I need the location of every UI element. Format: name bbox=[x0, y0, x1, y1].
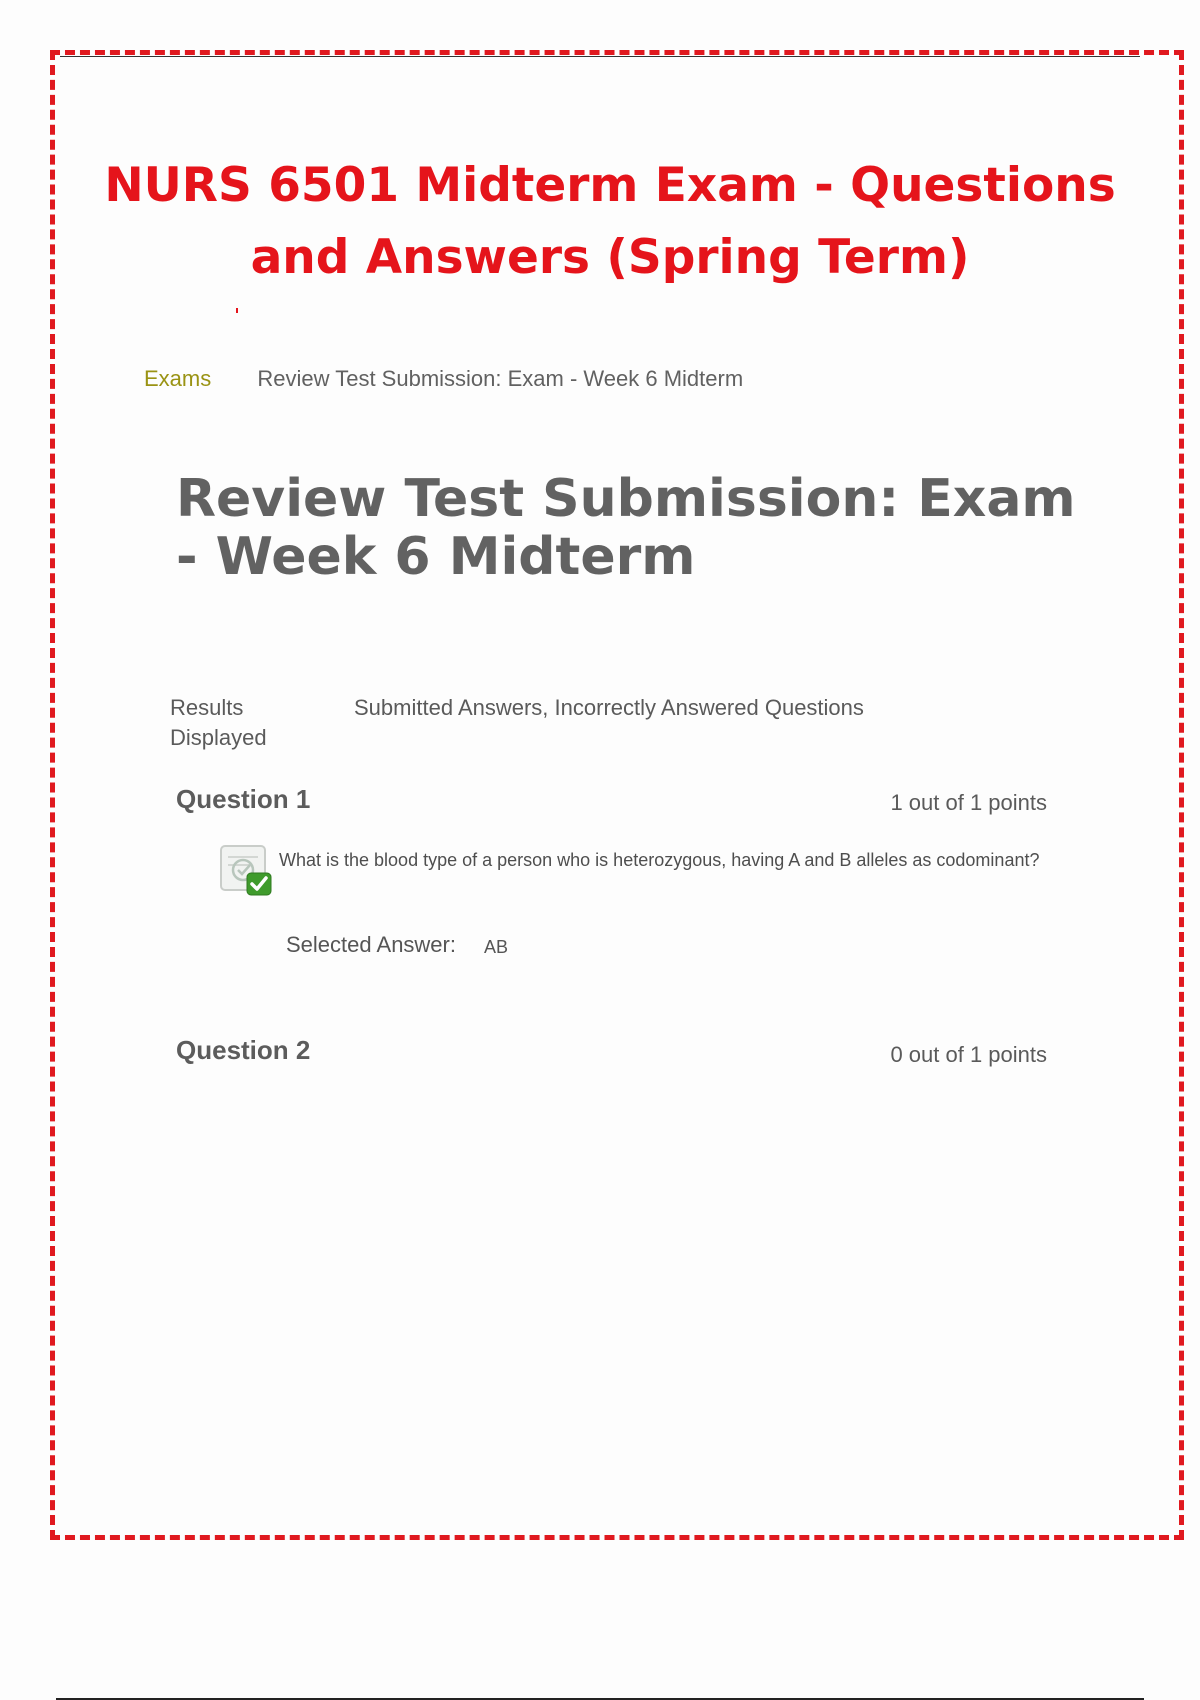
top-rule bbox=[60, 56, 1140, 57]
question-2-points: 0 out of 1 points bbox=[890, 1042, 1047, 1067]
breadcrumb bbox=[144, 366, 743, 392]
question-1-heading: Question 1 bbox=[176, 784, 311, 814]
results-displayed-label: Results Displayed bbox=[170, 695, 267, 750]
stray-mark bbox=[236, 308, 238, 313]
correct-check-icon bbox=[220, 845, 274, 897]
breadcrumb-current: Review Test Submission: Exam - Week 6 Midterm bbox=[257, 366, 744, 391]
document-title: NURS 6501 Midterm Exam - Questions and Answers (Spring Term) bbox=[104, 158, 1116, 285]
breadcrumb-exams-link[interactable]: Exams bbox=[144, 366, 212, 391]
results-displayed-value: Submitted Answers, Incorrectly Answered Questions bbox=[354, 695, 864, 720]
question-1-text: What is the blood type of a person who is heterozygous, having A and B alleles as codominant? bbox=[279, 850, 1040, 870]
question-1-points: 1 out of 1 points bbox=[890, 790, 1047, 815]
selected-answer-label: Selected Answer: bbox=[286, 932, 456, 957]
question-2-heading: Question 2 bbox=[176, 1035, 311, 1065]
page-title: Review Test Submission: Exam - Week 6 Midterm bbox=[176, 469, 1076, 587]
selected-answer-value: AB bbox=[484, 937, 509, 957]
